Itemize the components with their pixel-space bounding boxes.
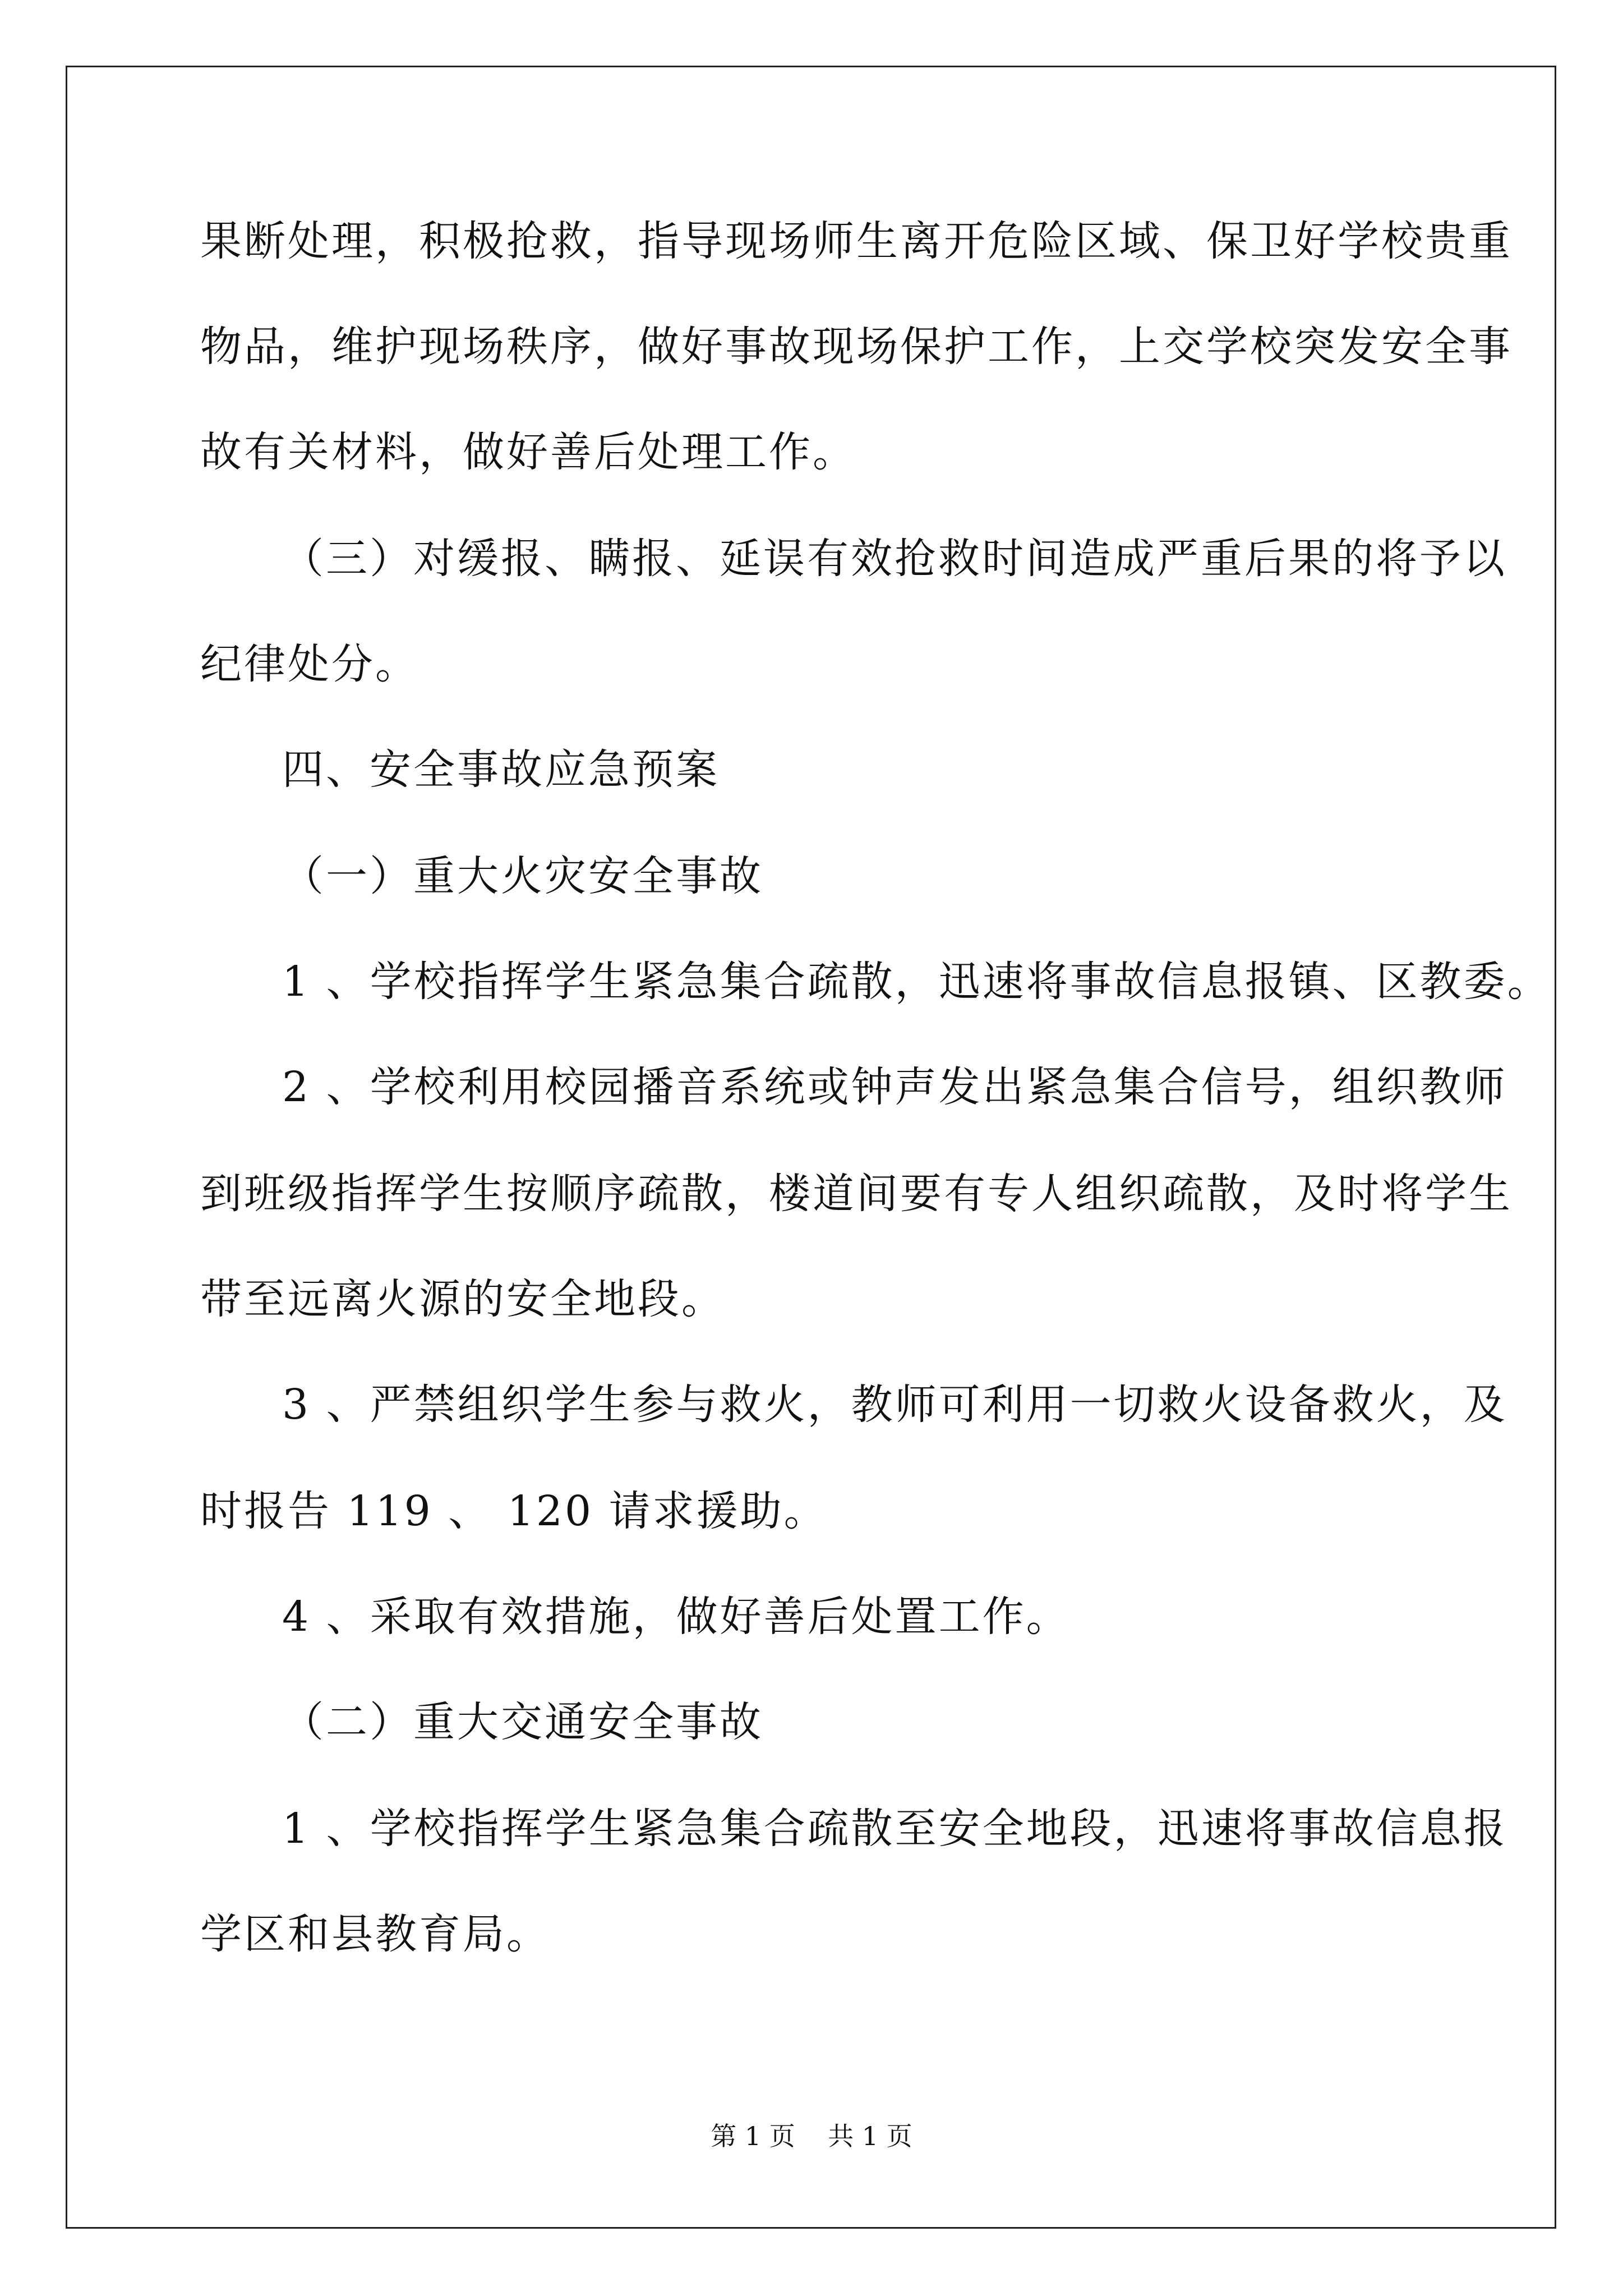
text-line: 带至远离火源的安全地段。	[200, 1275, 725, 1323]
page-number-footer: 第 1 页 共 1 页	[711, 2121, 912, 2151]
text-line: 物品，维护现场秩序，做好事故现场保护工作，上交学校突发安全事	[200, 323, 1513, 371]
text-line: 纪律处分。	[200, 640, 419, 688]
text-line: 时报告 119 、 120 请求援助。	[200, 1487, 828, 1535]
text-line: 1 、学校指挥学生紧急集合疏散，迅速将事故信息报镇、区教委。	[282, 958, 1551, 1006]
text-line: （三）对缓报、瞒报、延误有效抢救时间造成严重后果的将予以	[282, 535, 1507, 583]
text-line: 学区和县教育局。	[200, 1910, 550, 1958]
text-line: 到班级指挥学生按顺序疏散，楼道间要有专人组织疏散，及时将学生	[200, 1170, 1513, 1218]
subsection-heading: （一）重大火灾安全事故	[282, 852, 763, 900]
section-heading: 四、安全事故应急预案	[282, 746, 720, 794]
text-line: 4 、采取有效措施，做好善后处置工作。	[282, 1593, 1070, 1641]
page-border	[66, 66, 1556, 2229]
text-line: 1 、学校指挥学生紧急集合疏散至安全地段，迅速将事故信息报	[282, 1805, 1507, 1853]
text-line: 3 、严禁组织学生参与救火，教师可利用一切救火设备救火，及	[282, 1381, 1507, 1429]
text-line: 2 、学校利用校园播音系统或钟声发出紧急集合信号，组织教师	[282, 1063, 1507, 1111]
subsection-heading: （二）重大交通安全事故	[282, 1698, 763, 1746]
text-line: 果断处理，积极抢救，指导现场师生离开危险区域、保卫好学校贵重	[200, 217, 1513, 265]
text-line: 故有关材料，做好善后处理工作。	[200, 428, 856, 476]
